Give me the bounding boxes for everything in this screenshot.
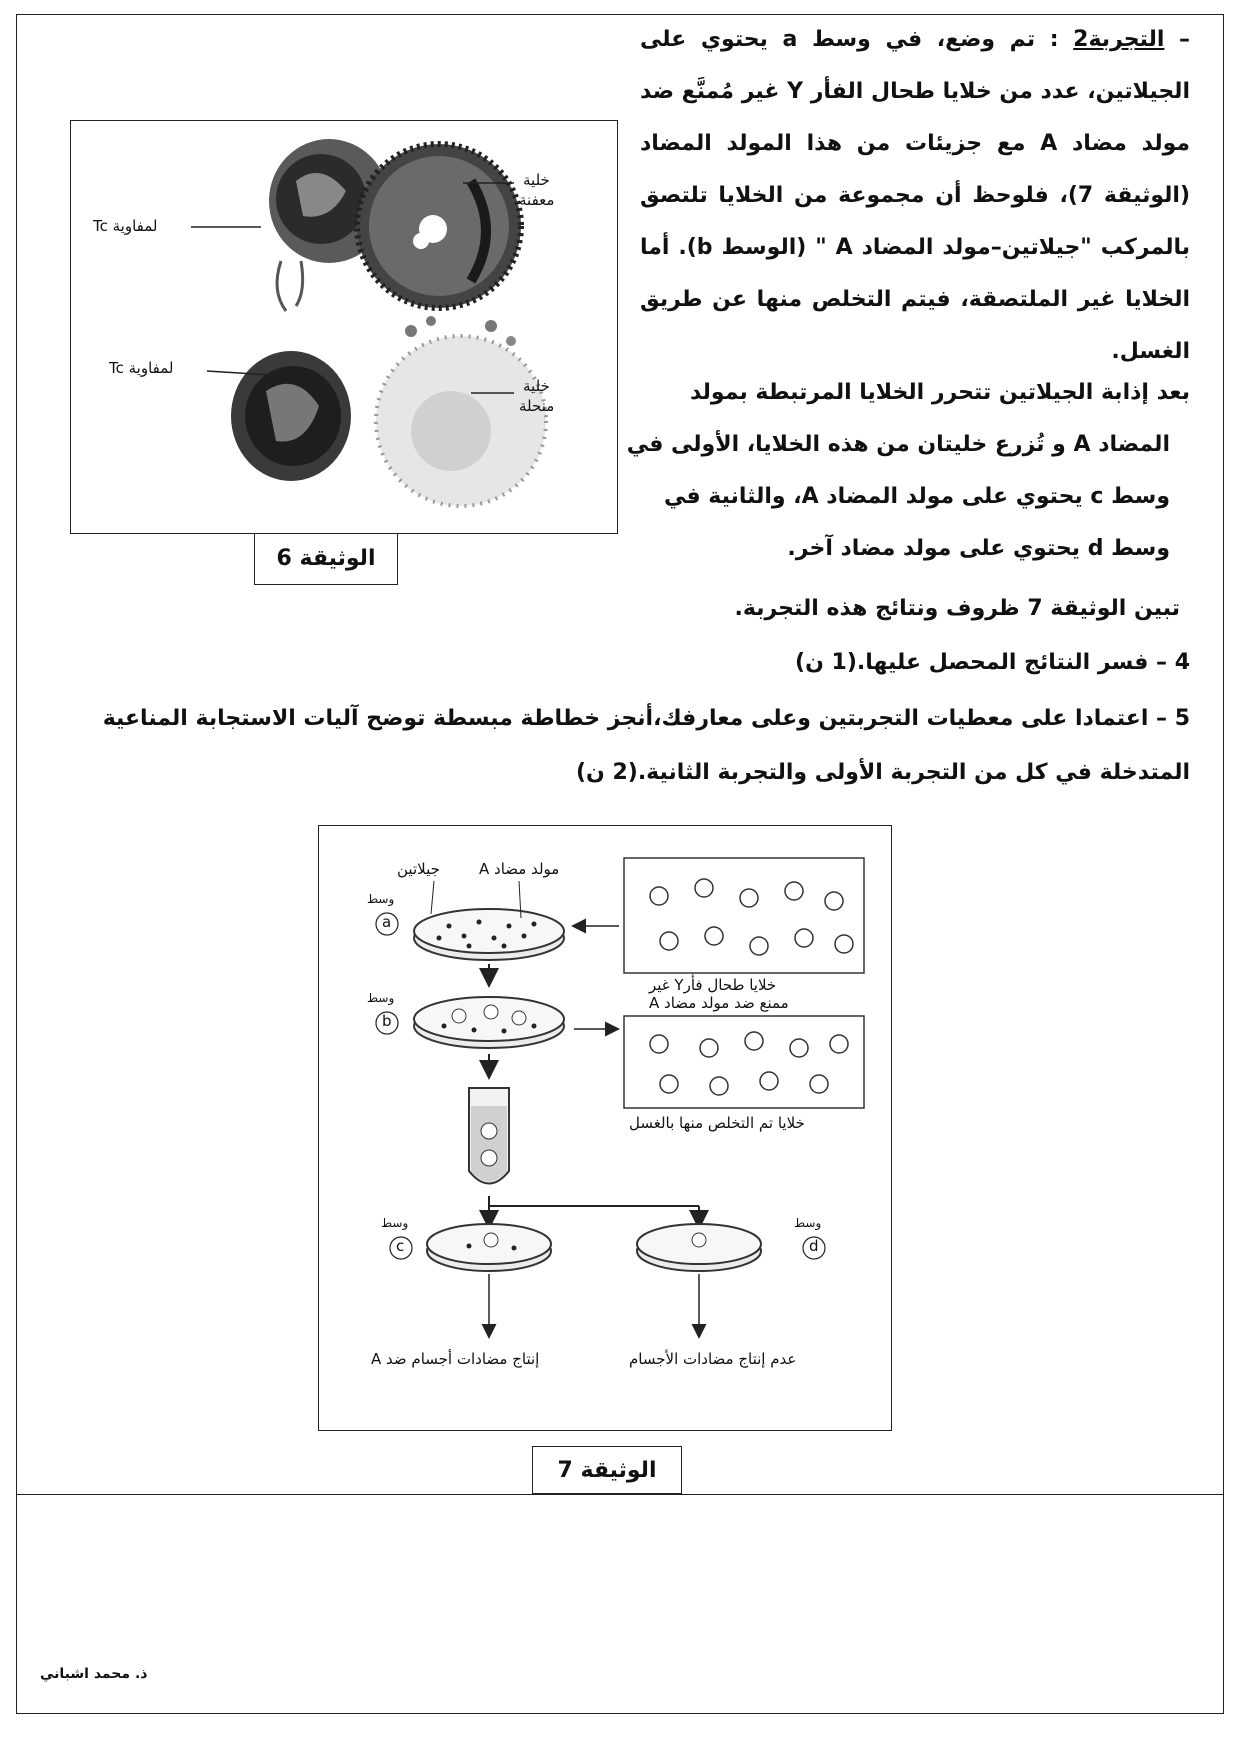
- doc6-caption: الوثيقة 6: [254, 533, 398, 585]
- label-medium-d: وسط: [794, 1216, 822, 1230]
- result-c: إنتاج مضادات أجسام ضد A: [371, 1350, 540, 1368]
- experiment2-para2-line1: بعد إذابة الجيلاتين تتحرر الخلايا المرتبطة بمولد: [689, 380, 1190, 405]
- label-medium-a: وسط: [367, 892, 395, 906]
- medium-a-letter: a: [382, 913, 392, 931]
- experiment2-title: التجربة2: [1073, 27, 1165, 52]
- label-medium-b: وسط: [367, 991, 395, 1005]
- doc7-figure: [318, 825, 892, 1431]
- experiment2-para2-line2: المضاد A و تُزرع خليتان من هذه الخلايا، الأولى في: [626, 432, 1170, 457]
- experiment2-intro: – التجربة2 : تم وضع، في وسط a يحتوي على الجيلاتين، عدد من خلايا طحال الفأر Y غير مُمنَّع ضد مولد مضاد A مع جزيئات من هذا المولد المضاد (الوثيقة 7)، فلوحظ أن مجموعة من الخلايا تلتصق بالمركب "جيلاتين–مولد المضاد A " (الوسط b). أما الخلايا غير الملتصقة، فيتم التخلص منها عن طريق الغسل.: [640, 27, 1191, 364]
- doc6-figure: [70, 120, 618, 534]
- label-spleen-1: خلايا طحال فأرY غير: [649, 976, 777, 994]
- doc7-caption: الوثيقة 7: [532, 1446, 682, 1494]
- label-spleen-2: ممنع ضد مولد مضاد A: [649, 994, 789, 1012]
- experiment2-text: : تم وضع، في وسط a يحتوي على الجيلاتين، عدد من خلايا طحال الفأر Y غير مُمنَّع ضد مولد مضاد A مع جزيئات من هذا المولد المضاد (الوثيقة 7)، فلوحظ أن مجموعة من الخلايا تلتصق بالمركب "جيلاتين–مولد المضاد A " (الوسط b). أما الخلايا غير الملتصقة، فيتم التخلص منها عن طريق الغسل.: [640, 27, 1191, 364]
- question-5-line1: 5 – اعتمادا على معطيات التجربتين وعلى معارفك،أنجز خطاطة مبسطة توضح آليات الاستجابة المناعية: [102, 706, 1190, 731]
- label-lymph-bottom: لمفاوية Tc: [109, 359, 174, 377]
- doc7-intro: تبين الوثيقة 7 ظروف ونتائج هذه التجربة.: [734, 596, 1180, 621]
- dish-d-icon: [637, 1224, 761, 1271]
- label-lymph-top: لمفاوية Tc: [93, 217, 158, 235]
- label-medium-c: وسط: [381, 1216, 409, 1230]
- experiment2-para2-line4: وسط d يحتوي على مولد مضاد آخر.: [787, 536, 1170, 561]
- question-5-line2: المتدخلة في كل من التجربة الأولى والتجربة الثانية.(2 ن): [575, 760, 1190, 785]
- author: ذ. محمد اشباني: [40, 1666, 148, 1682]
- question-4: 4 – فسر النتائج المحصل عليها.(1 ن): [795, 650, 1190, 675]
- medium-c-letter: c: [396, 1237, 405, 1255]
- label-antigen-a: مولد مضاد A: [479, 860, 560, 878]
- label-infected-2: معفنة: [519, 191, 555, 209]
- test-tube-icon: [469, 1088, 509, 1184]
- experiment2-para2-line3: وسط c يحتوي على مولد المضاد A، والثانية في: [663, 484, 1170, 509]
- washed-cells-box: [624, 1016, 864, 1108]
- medium-b-letter: b: [382, 1012, 392, 1030]
- label-washed-cells: خلايا تم التخلص منها بالغسل: [629, 1114, 805, 1132]
- result-d: عدم إنتاج مضادات الأجسام: [629, 1350, 797, 1368]
- dish-b-icon: [414, 997, 564, 1048]
- label-lysed-2: منحلة: [519, 397, 555, 415]
- infected-cell-icon: [357, 144, 521, 308]
- spleen-cells-box: [624, 858, 864, 973]
- lymphocyte-bottom-icon: [231, 351, 351, 481]
- dish-a-icon: [414, 909, 564, 960]
- label-lysed-1: خلية: [523, 377, 550, 395]
- medium-d-letter: d: [809, 1237, 819, 1255]
- dish-c-icon: [427, 1224, 551, 1271]
- label-gelatin: جيلاتين: [397, 860, 440, 878]
- label-infected-1: خلية: [523, 171, 550, 189]
